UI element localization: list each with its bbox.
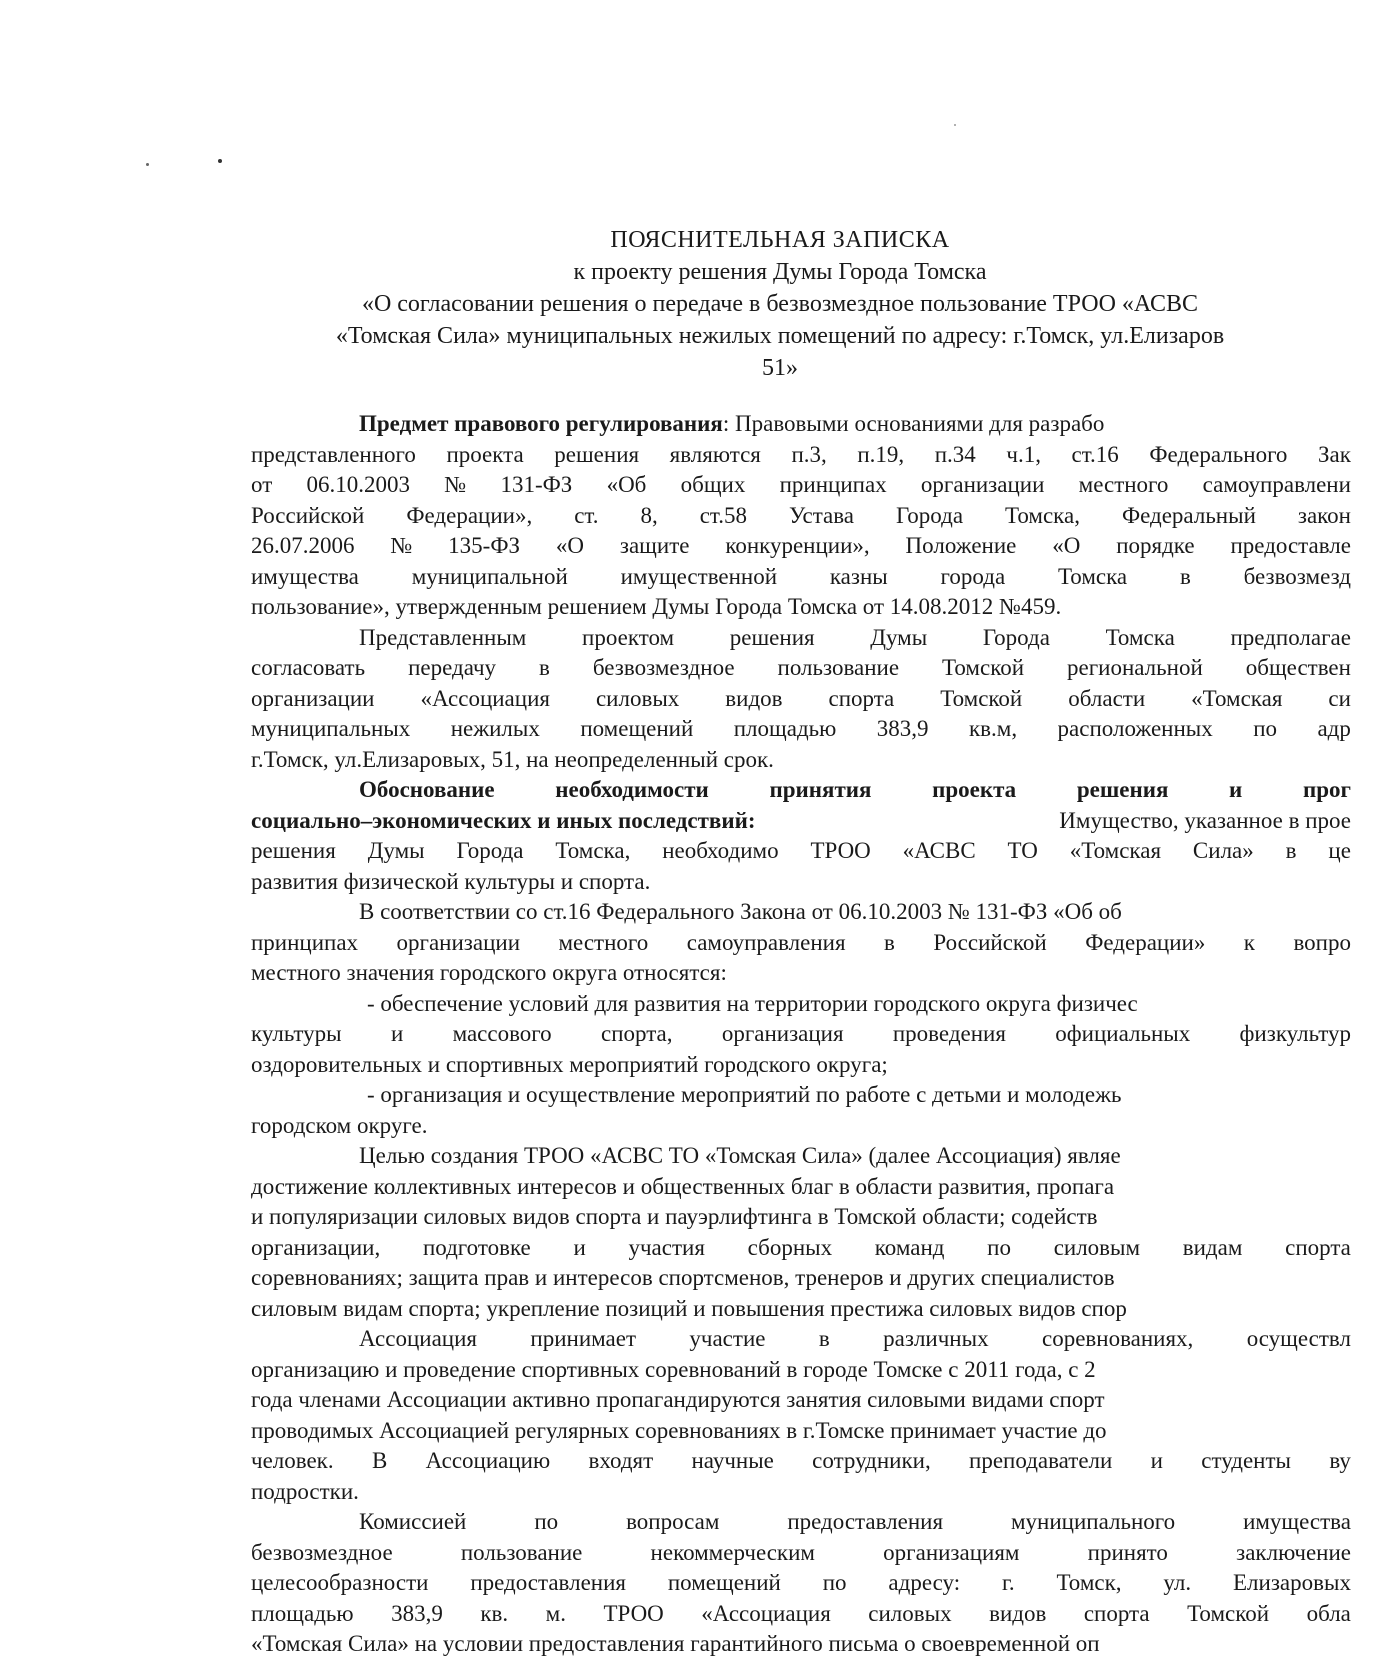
text-line: согласовать передачу в безвозмездное пользование Томской региональной обществен [251, 655, 1351, 680]
text-line: организации «Ассоциация силовых видов спорта Томской области «Томская си [251, 685, 1351, 711]
text-line: пользование», утвержденным решением Думы Города Томска от 14.08.2012 №459. [251, 594, 1062, 619]
document-name-line: 51» [762, 355, 798, 381]
text-line: муниципальных нежилых помещений площадью 383,9 кв.м, расположенных по адр [251, 716, 1351, 741]
text-line: культуры и массового спорта, организация проведения официальных физкультур [251, 1021, 1351, 1046]
text-line: Целью создания ТРОО «АСВС ТО «Томская Сила» (далее Ассоциация) являе [359, 1143, 1121, 1168]
text-line: социально–экономических и иных последствий: Имущество, указанное в прое [251, 807, 1351, 833]
document-header [180, 224, 1380, 384]
text-line: подростки. [251, 1478, 359, 1504]
text-line: принципах организации местного самоуправления в Российской Федерации» к вопро [251, 929, 1351, 955]
text-line: соревнованиях; защита прав и интересов спортсменов, тренеров и других специалистов [251, 1265, 1115, 1290]
scan-speck [218, 159, 222, 163]
text-line: Представленным проектом решения Думы Города Томска предполагае [359, 624, 1351, 650]
text-line: развития физической культуры и спорта. [251, 868, 651, 894]
document-name-line: «О согласовании решения о передаче в безвозмездное пользование ТРОО «АСВС [361, 291, 1199, 317]
document-subtitle: к проекту решения Думы Города Томска [573, 259, 987, 285]
text-line: Российской Федерации», ст. 8, ст.58 Устава Города Томска, Федеральный закон [251, 502, 1351, 528]
document-body [251, 409, 1351, 1660]
text-line: площадью 383,9 кв. м. ТРОО «Ассоциация силовых видов спорта Томской обла [251, 1600, 1351, 1626]
text-line: и популяризации силовых видов спорта и пауэрлифтинга в Томской области; содейств [251, 1204, 1098, 1229]
text-line: решения Думы Города Томска, необходимо ТРОО «АСВС ТО «Томская Сила» в це [251, 838, 1351, 863]
document-name-line: «Томская Сила» муниципальных нежилых помещений по адресу: г.Томск, ул.Елизаров [335, 323, 1225, 349]
text-line: достижение коллективных интересов и общественных благ в области развития, пропага [251, 1173, 1115, 1199]
text-line: - организация и осуществление мероприятий по работе с детьми и молодежь [367, 1082, 1122, 1107]
text-line: Обоснование необходимости принятия проекта решения и прог [359, 777, 1351, 802]
text-line: проводимых Ассоциацией регулярных соревнованиях в г.Томске принимает участие до [251, 1417, 1107, 1443]
text-line: В соответствии со ст.16 Федерального Закона от 06.10.2003 № 131-ФЗ «Об об [359, 899, 1122, 924]
text-line: представленного проекта решения являются п.3, п.19, п.34 ч.1, ст.16 Федерального Зак [251, 441, 1351, 467]
text-line: года членами Ассоциации активно пропагандируются занятия силовыми видами спорт [251, 1387, 1105, 1412]
text-line: силовым видам спорта; укрепление позиций и повышения престижа силовых видов спор [251, 1295, 1127, 1321]
text-line: Ассоциация принимает участие в различных соревнованиях, осуществл [359, 1326, 1351, 1351]
text-line: - обеспечение условий для развития на территории городского округа физичес [367, 990, 1138, 1016]
text-line: Комиссией по вопросам предоставления муниципального имущества [359, 1509, 1351, 1534]
text-line: имущества муниципальной имущественной казны города Томска в безвозмезд [251, 563, 1351, 589]
text-line: человек. В Ассоциацию входят научные сотрудники, преподаватели и студенты ву [251, 1448, 1351, 1473]
text-line: городском округе. [251, 1112, 428, 1138]
text-line: от 06.10.2003 № 131-ФЗ «Об общих принципах организации местного самоуправлени [251, 472, 1351, 497]
text-line: местного значения городского округа относятся: [251, 960, 727, 985]
text-line: организации, подготовке и участия сборных команд по силовым видам спорта [251, 1234, 1351, 1260]
text-line: оздоровительных и спортивных мероприятий городского округа; [251, 1051, 888, 1077]
text-line: Предмет правового регулирования: Правовыми основаниями для разрабо [359, 411, 1105, 436]
scan-speck [146, 163, 149, 166]
text-line: целесообразности предоставления помещений по адресу: г. Томск, ул. Елизаровых [251, 1570, 1351, 1595]
text-line: «Томская Сила» на условии предоставления гарантийного письма о своевременной оп [251, 1631, 1100, 1656]
text-line: г.Томск, ул.Елизаровых, 51, на неопределенный срок. [251, 746, 774, 772]
text-line: безвозмездное пользование некоммерческим организациям принято заключение [251, 1539, 1351, 1565]
text-line: 26.07.2006 № 135-ФЗ «О защите конкуренции», Положение «О порядке предоставле [251, 533, 1351, 558]
text-line: организацию и проведение спортивных соревнований в городе Томске с 2011 года, с 2 [251, 1356, 1096, 1382]
document-title: ПОЯСНИТЕЛЬНАЯ ЗАПИСКА [610, 227, 950, 253]
scan-speck [954, 124, 956, 126]
